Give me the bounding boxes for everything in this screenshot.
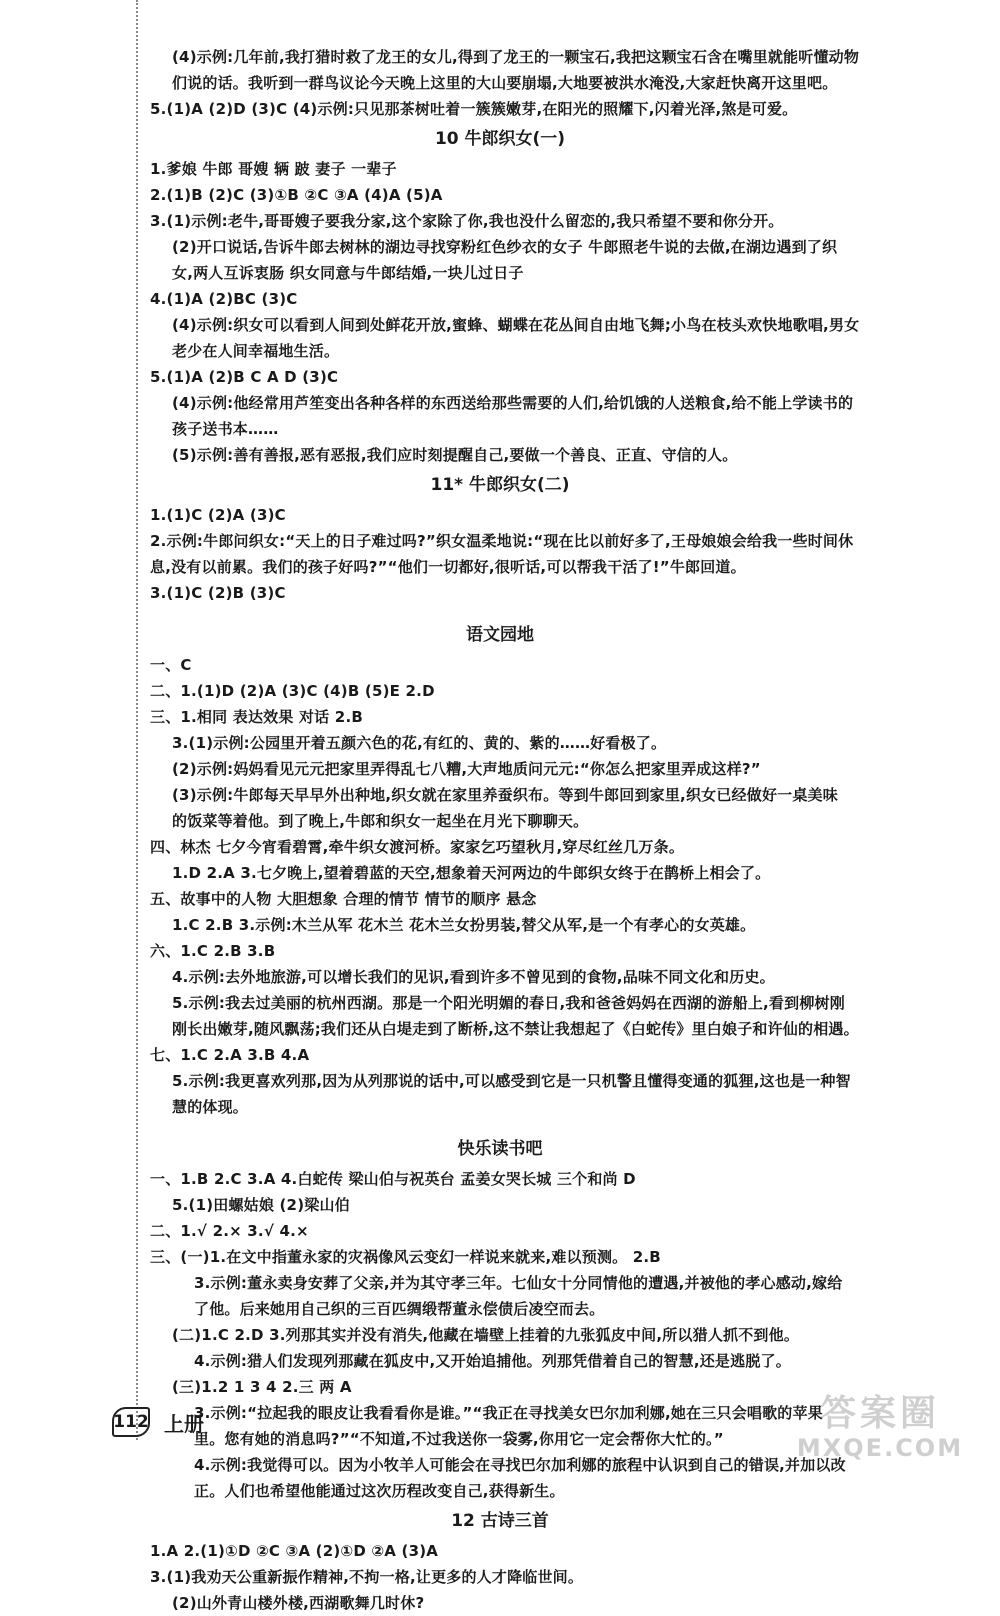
answer-line: 七、1.C 2.A 3.B 4.A — [150, 1046, 310, 1064]
dotted-margin-line — [136, 0, 138, 1440]
answer-line: (2)山外青山楼外楼,西湖歌舞几时休? — [172, 1594, 425, 1612]
answer-line: 3.(1)示例:老牛,哥哥嫂子要我分家,这个家除了你,我也没什么留恋的,我只希望不要和你分开。 — [150, 212, 784, 230]
answer-line: 里。您有她的消息吗?”“不知道,不过我送你一袋雾,你用它一定会帮你大忙的。” — [194, 1430, 724, 1448]
section-heading: 10 牛郎织女(一) — [434, 129, 566, 149]
answer-line: 刚长出嫩芽,随风飘荡;我们还从白堤走到了断桥,这不禁让我想起了《白蛇传》里白娘子和许仙的相遇。 — [172, 1020, 859, 1038]
answer-line: 们说的话。我听到一群鸟议论今天晚上这里的大山要崩塌,大地要被洪水淹没,大家赶快离开这里吧。 — [172, 74, 838, 92]
answer-line: 5.示例:我去过美丽的杭州西湖。那是一个阳光明媚的春日,我和爸爸妈妈在西湖的游船上,看到柳树刚 — [172, 994, 845, 1012]
answer-line: 三、(一)1.在文中指董永家的灾祸像风云变幻一样说来就来,难以预测。 2.B — [150, 1248, 661, 1266]
answer-line: 5.(1)A (2)D (3)C (4)示例:只见那茶树吐着一簇簇嫩芽,在阳光的照耀下,闪着光泽,煞是可爱。 — [150, 100, 798, 118]
answer-line: 1.D 2.A 3.七夕晚上,望着碧蓝的天空,想象着天河两边的牛郎织女终于在鹊桥上相会了。 — [172, 864, 771, 882]
answer-line: 1.(1)C (2)A (3)C — [150, 506, 286, 524]
answer-line: 五、故事中的人物 大胆想象 合理的情节 情节的顺序 悬念 — [150, 890, 537, 908]
answer-line: 3.(1)示例:公园里开着五颜六色的花,有红的、黄的、紫的……好看极了。 — [172, 734, 667, 752]
answer-line: 3.(1)我劝天公重新振作精神,不拘一格,让更多的人才降临世间。 — [150, 1568, 584, 1586]
answer-line: 4.示例:我觉得可以。因为小牧羊人可能会在寻找巴尔加利娜的旅程中认识到自己的错误,并加以改 — [194, 1456, 846, 1474]
answer-line: 了他。后来她用自己织的三百匹绸缎帮董永偿债后凌空而去。 — [194, 1300, 605, 1318]
answer-line: 5.(1)A (2)B C A D (3)C — [150, 368, 339, 386]
volume-label: 上册 — [164, 1411, 204, 1436]
answer-line: 4.示例:猎人们发现列那藏在狐皮中,又开始追捕他。列那凭借着自己的智慧,还是逃脱了。 — [194, 1352, 791, 1370]
watermark-url: MXQE.COM — [796, 1434, 964, 1462]
answer-line: 1.C 2.B 3.示例:木兰从军 花木兰 花木兰女扮男装,替父从军,是一个有孝心的女英雄。 — [172, 916, 756, 934]
answer-line: 1.爹娘 牛郎 哥嫂 辆 跛 妻子 一辈子 — [150, 160, 397, 178]
answer-line: (2)开口说话,告诉牛郎去树林的湖边寻找穿粉红色纱衣的女子 牛郎照老牛说的去做,在湖边遇到了织 — [172, 238, 838, 256]
answer-line: 息,没有以前累。我们的孩子好吗?”“他们一切都好,很听话,可以帮我干活了!”牛郎回道。 — [150, 558, 746, 576]
answer-line: 3.示例:“拉起我的眼皮让我看看你是谁。”“我正在寻找美女巴尔加利娜,她在三只会唱歌的苹果 — [194, 1404, 823, 1422]
answer-line: 5.(1)田螺姑娘 (2)梁山伯 — [172, 1196, 350, 1214]
answer-line: 3.示例:董永卖身安葬了父亲,并为其守孝三年。七仙女十分同情他的遭遇,并被他的孝心感动,嫁给 — [194, 1274, 843, 1292]
watermark-logo — [772, 1392, 988, 1464]
answer-line: (5)示例:善有善报,恶有恶报,我们应时刻提醒自己,要做一个善良、正直、守信的人。 — [172, 446, 738, 464]
answer-line: 二、1.(1)D (2)A (3)C (4)B (5)E 2.D — [150, 682, 435, 700]
answer-line: 2.(1)B (2)C (3)①B ②C ③A (4)A (5)A — [150, 186, 443, 204]
answer-line: 5.示例:我更喜欢列那,因为从列那说的话中,可以感受到它是一只机警且懂得变通的狐狸,这也是一种智 — [172, 1072, 851, 1090]
answer-line: 4.示例:去外地旅游,可以增长我们的见识,看到许多不曾见到的食物,品味不同文化和历史。 — [172, 968, 775, 986]
answer-line: 3.(1)C (2)B (3)C — [150, 584, 286, 602]
answer-line: (二)1.C 2.D 3.列那其实并没有消失,他藏在墙壁上挂着的九张狐皮中间,所以猎人抓不到他。 — [172, 1326, 800, 1344]
answer-line: 慧的体现。 — [172, 1098, 249, 1116]
answer-line: 2.示例:牛郎问织女:“天上的日子难过吗?”织女温柔地说:“现在比以前好多了,王母娘娘会给我一些时间休 — [150, 532, 854, 550]
section-heading: 12 古诗三首 — [451, 1511, 549, 1531]
section-heading: 快乐读书吧 — [457, 1139, 543, 1159]
answer-line: 1.A 2.(1)①D ②C ③A (2)①D ②A (3)A — [150, 1542, 439, 1560]
answer-line: (4)示例:他经常用芦笙变出各种各样的东西送给那些需要的人们,给饥饿的人送粮食,给不能上学读书的 — [172, 394, 854, 412]
answer-line: 4.(1)A (2)BC (3)C — [150, 290, 298, 308]
answer-key-content — [150, 44, 860, 1616]
answer-line: 孩子送书本…… — [172, 420, 279, 438]
answer-line: (4)示例:几年前,我打猎时救了龙王的女儿,得到了龙王的一颗宝石,我把这颗宝石含在嘴里就能听懂动物 — [172, 48, 860, 66]
watermark-title: 答案圈 — [819, 1393, 940, 1434]
page-footer — [112, 1404, 204, 1440]
answer-line: (2)示例:妈妈看见元元把家里弄得乱七八糟,大声地质问元元:“你怎么把家里弄成这样?” — [172, 760, 761, 778]
answer-line: 老少在人间幸福地生活。 — [172, 342, 340, 360]
answer-line: 四、林杰 七夕今宵看碧霄,牵牛织女渡河桥。家家乞巧望秋月,穿尽红丝几万条。 — [150, 838, 685, 856]
answer-line: 的饭菜等着他。到了晚上,牛郎和织女一起坐在月光下聊聊天。 — [172, 812, 589, 830]
answer-line: 一、1.B 2.C 3.A 4.白蛇传 梁山伯与祝英台 孟姜女哭长城 三个和尚 D — [150, 1170, 636, 1188]
answer-line: (三)1.2 1 3 4 2.三 两 A — [172, 1378, 352, 1396]
section-heading: 语文园地 — [466, 625, 534, 645]
page-number: 112 — [112, 1407, 150, 1437]
answer-line: 一、C — [150, 656, 192, 674]
answer-line: (3)示例:牛郎每天早早外出种地,织女就在家里养蚕织布。等到牛郎回到家里,织女已经做好一桌美味 — [172, 786, 838, 804]
answer-line: 二、1.√ 2.× 3.√ 4.× — [150, 1222, 309, 1240]
answer-line: 三、1.相同 表达效果 对话 2.B — [150, 708, 363, 726]
section-heading: 11* 牛郎织女(二) — [430, 475, 570, 495]
answer-line: (4)示例:织女可以看到人间到处鲜花开放,蜜蜂、蝴蝶在花丛间自由地飞舞;小鸟在枝头欢快地歌唱,男女 — [172, 316, 860, 334]
answer-line: 正。人们也希望他能通过这次历程改变自己,获得新生。 — [194, 1482, 565, 1500]
answer-line: 女,两人互诉衷肠 织女同意与牛郎结婚,一块儿过日子 — [172, 264, 524, 282]
answer-line: 六、1.C 2.B 3.B — [150, 942, 276, 960]
